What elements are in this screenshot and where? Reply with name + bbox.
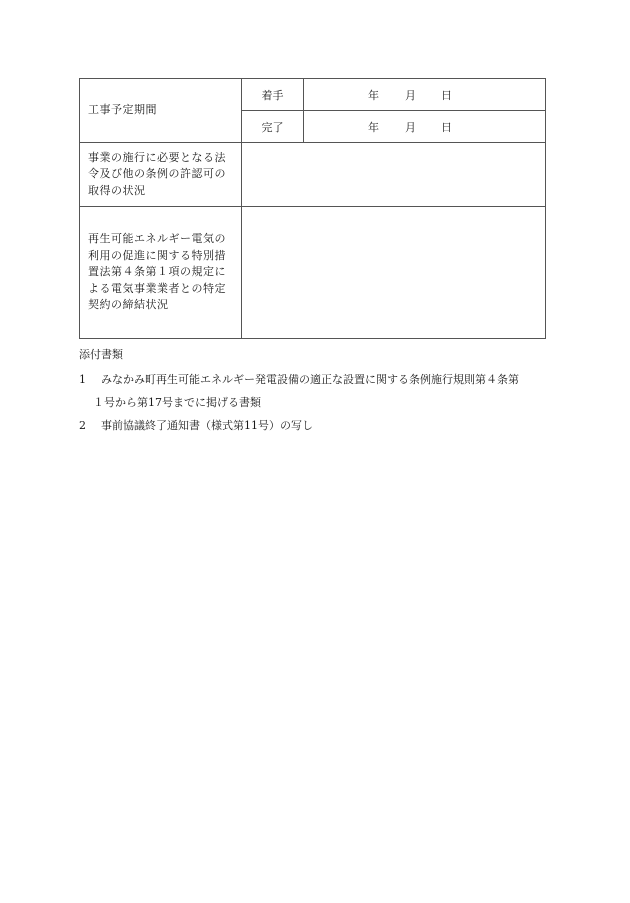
permits-value-field[interactable] bbox=[242, 143, 546, 207]
attachment-text: 事前協議終了通知書（様式第11号）の写し bbox=[101, 419, 313, 432]
contract-value-field[interactable] bbox=[242, 207, 546, 339]
table-row bbox=[80, 207, 546, 339]
attachment-number: 1 bbox=[79, 373, 86, 386]
end-day-unit: 日 bbox=[441, 120, 452, 134]
start-date-field[interactable] bbox=[304, 79, 546, 111]
start-year-unit: 年 bbox=[368, 88, 379, 102]
contract-label-line: 置法第４条第１項の規定に bbox=[88, 265, 226, 279]
contract-label-line: 利用の促進に関する特別措 bbox=[88, 248, 226, 262]
contract-label-line: 契約の締結状況 bbox=[88, 298, 169, 312]
contract-label-line: よる電気事業業者との特定 bbox=[88, 281, 226, 295]
attachment-number: 2 bbox=[79, 419, 86, 432]
attachment-item bbox=[79, 371, 519, 387]
construction-period-label: 工事予定期間 bbox=[80, 79, 242, 143]
attachment-item bbox=[79, 417, 313, 433]
end-label: 完了 bbox=[242, 111, 304, 143]
contract-label-line: 再生可能エネルギー電気の bbox=[88, 232, 226, 246]
attachment-text: みなかみ町再生可能エネルギー発電設備の適正な設置に関する条例施行規則第４条第 bbox=[101, 373, 519, 386]
permits-label-line: 令及び他の条例の許認可の bbox=[88, 167, 226, 181]
start-label: 着手 bbox=[242, 79, 304, 111]
attachments-heading: 添付書類 bbox=[79, 348, 123, 361]
permits-label-line: 事業の施行に必要となる法 bbox=[88, 150, 226, 164]
application-form-table bbox=[79, 78, 546, 339]
start-day-unit: 日 bbox=[441, 88, 452, 102]
start-month-unit: 月 bbox=[405, 88, 416, 102]
table-row bbox=[80, 143, 546, 207]
attachment-item-continuation: １号から第17号までに掲げる書類 bbox=[93, 396, 261, 409]
end-year-unit: 年 bbox=[368, 120, 379, 134]
permits-label bbox=[80, 143, 242, 207]
table-row bbox=[80, 79, 546, 111]
end-date-field[interactable] bbox=[304, 111, 546, 143]
permits-label-line: 取得の状況 bbox=[88, 183, 146, 197]
end-month-unit: 月 bbox=[405, 120, 416, 134]
contract-label bbox=[80, 207, 242, 339]
